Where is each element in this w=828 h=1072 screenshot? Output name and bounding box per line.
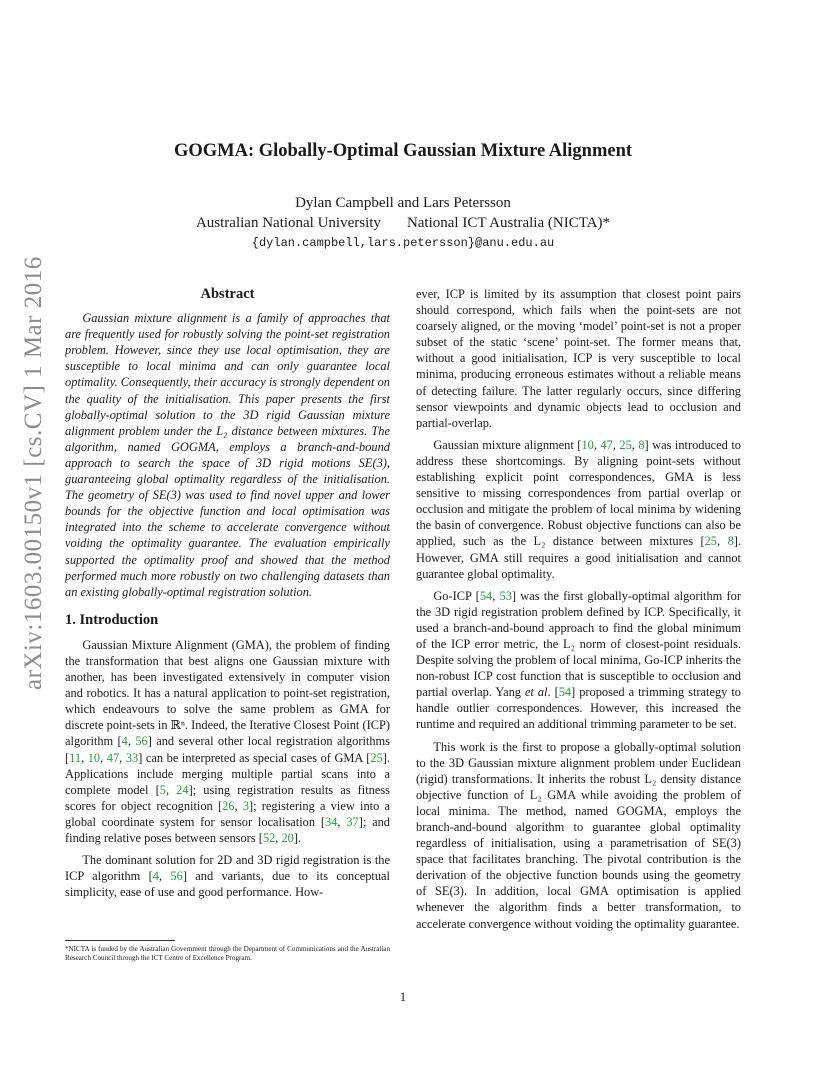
text-run: , <box>234 798 243 813</box>
citation-link[interactable]: 24 <box>176 782 189 797</box>
citation-link[interactable]: 20 <box>281 831 294 845</box>
text-run: The dominant solution for 2D and 3D rigid registration is the ICP algorithm [ <box>65 853 390 884</box>
citation-link[interactable]: 4 <box>152 869 159 884</box>
section-heading-introduction: 1. Introduction <box>65 611 159 628</box>
text-run: ] and variants, due to its conceptual simplicity, ease of use and good performance. How- <box>65 869 390 900</box>
left-column <box>65 286 390 900</box>
citation-link[interactable]: 54 <box>479 588 493 603</box>
text-run: ] was the first globally-optimal algorithm for the 3D rigid registration problem defined by ICP. Specifically, it used a branch-and-bound approach to find the global minimum of the ICP error metric, the L₂ norm of closest-point residuals. Despite solving the problem of local minima, Go-ICP inherits the non-robust ICP cost function that is susceptible to occlusion and partial overlap. Yang <box>416 588 741 700</box>
text-run: ]; using registration results as fitness scores for object recognition [ <box>65 782 390 813</box>
citation-link[interactable]: 3 <box>242 798 250 813</box>
italic-text: et al <box>524 685 548 700</box>
text-run: Go-ICP [ <box>433 588 480 603</box>
text-run: Gaussian Mixture Alignment (GMA), the problem of finding the transformation that best aligns one Gaussian mixture with another, has been investigated extensively in computer vision and robotics. It has a natural application to point-set registration, which endeavours to solve the same problem as GMA for discrete point-sets in ℝⁿ. Indeed, the Iterative Closest Point (ICP) algorithm [ <box>65 637 390 749</box>
citation-link[interactable]: 47 <box>600 437 613 452</box>
citation-link[interactable]: 10 <box>87 750 101 765</box>
abstract-body <box>65 310 390 600</box>
text-run: , <box>158 869 171 884</box>
text-run: , <box>165 782 177 797</box>
text-run: ] can be interpreted as special cases of GMA [ <box>138 750 371 765</box>
text-run: ] was introduced to address these shortcomings. By aligning point-sets without establishing explicit point correspondences, GMA is less sensitive to missing correspondences from partial overlap or occlusion and mitigate the problem of local minima by widening the basin of convergence. Robust objective functions can also be applied, such as the L₂ distance between mixtures [ <box>416 437 741 549</box>
text-run: Gaussian mixture alignment [ <box>433 437 582 452</box>
citation-link[interactable]: 8 <box>727 534 734 549</box>
citation-link[interactable]: 25 <box>704 534 717 549</box>
citation-link[interactable]: 5 <box>159 782 166 797</box>
text-run: ]. <box>293 831 302 845</box>
text-run: , <box>81 750 88 765</box>
citation-link[interactable]: 34 <box>325 814 338 829</box>
left-paragraphs <box>65 637 390 901</box>
citation-link[interactable]: 47 <box>106 750 120 765</box>
text-run: , <box>593 437 601 452</box>
footnote-rule <box>65 940 175 941</box>
paragraph <box>416 437 741 582</box>
text-run: ]. However, GMA still requires a good initialisation and cannot guarantee global optimality. <box>416 534 741 581</box>
citation-link[interactable]: 56 <box>170 869 183 884</box>
text-run: . [ <box>547 685 559 700</box>
author-emails: {dylan.campbell,lars.petersson}@anu.edu.au <box>251 236 555 250</box>
paragraph <box>65 852 390 900</box>
text-run: , <box>492 588 500 603</box>
text-run: , <box>631 437 639 452</box>
citation-link[interactable]: 33 <box>125 750 139 765</box>
text-run: ] proposed a trimming strategy to handle outlier correspondences. However, this increased the runtime and required an additional trimming parameter to be set. <box>416 685 741 732</box>
abstract-heading: Abstract <box>200 286 255 302</box>
citation-link[interactable]: 4 <box>121 734 128 749</box>
right-column <box>416 286 741 932</box>
affiliation-nicta: National ICT Australia (NICTA)* <box>406 215 611 231</box>
citation-link[interactable]: 54 <box>558 685 572 700</box>
footnote: *NICTA is funded by the Australian Government through the Department of Communications and the Australian Research Council through the ICT Centre of Excellence Program. <box>65 945 390 962</box>
text-run: , <box>119 750 126 765</box>
text-run: , <box>717 534 728 549</box>
authors: Dylan Campbell and Lars Petersson <box>295 195 511 211</box>
text-run: ]; registering a view into a global coordinate system for sensor localisation [ <box>65 798 390 829</box>
paragraph <box>65 637 390 846</box>
citation-link[interactable]: 56 <box>135 734 148 749</box>
citation-link[interactable]: 25 <box>619 437 632 452</box>
citation-link[interactable]: 26 <box>222 798 235 813</box>
text-run: ]; and finding relative poses between sensors [ <box>65 814 391 845</box>
page-number: 1 <box>399 990 407 1004</box>
affiliation-anu: Australian National University <box>195 215 381 231</box>
paper-title: GOGMA: Globally-Optimal Gaussian Mixture Alignment <box>173 141 633 161</box>
text-run: ever, ICP is limited by its assumption that closest point pairs should correspond, which fails when the point-sets are not coarsely aligned, or the moving ‘model’ point-set is not a proper subset of the static ‘scene’ point-set. The former means that, without a good initialisation, ICP is very susceptible to local minima, producing erroneous estimates without a reliable means of detecting failure. The latter regularly occurs, since differing sensor viewpoints and dynamic objects lead to occlusion and partial-overlap. <box>416 287 741 430</box>
citation-link[interactable]: 37 <box>346 814 359 829</box>
arxiv-identifier: arXiv:1603.00150v1 [cs.CV] 1 Mar 2016 <box>20 256 47 690</box>
citation-link[interactable]: 52 <box>262 831 276 845</box>
citation-link[interactable]: 11 <box>69 750 82 765</box>
paragraph <box>416 286 741 431</box>
text-run: ]. Applications include merging multiple partial scans into a complete model [ <box>65 750 390 797</box>
paragraph <box>416 588 741 733</box>
citation-link[interactable]: 53 <box>499 588 512 603</box>
text-run: , <box>275 831 282 845</box>
affiliations <box>0 215 806 232</box>
paragraph <box>416 739 741 932</box>
text-run: , <box>127 734 136 749</box>
text-run: Gaussian mixture alignment is a family of approaches that are frequently used for robustly solving the point-set registration problem. However, since they use local optimisation, they are susceptible to local minima and can only guarantee local optimality. Consequently, their accuracy is strongly dependent on the quality of the initialisation. This paper presents the first globally-optimal solution to the 3D rigid Gaussian mixture alignment problem under the L₂ distance between mixtures. The algorithm, named GOGMA, employs a branch-and-bound approach to search the space of 3D rigid motions SE(3), guaranteeing global optimality regardless of the initialisation. The geometry of SE(3) was used to find novel upper and lower bounds for the objective function and local optimisation was integrated into the scheme to accelerate convergence without voiding the optimality guarantee. The evaluation empirically supported the optimality proof and showed that the method performed much more robustly on two challenging datasets than an existing globally-optimal registration solution. <box>65 311 390 599</box>
citation-link[interactable]: 25 <box>370 750 383 765</box>
citation-link[interactable]: 10 <box>581 437 594 452</box>
text-run: , <box>337 814 347 829</box>
text-run: ] and several other local registration algorithms [ <box>65 734 390 765</box>
text-run: , <box>612 437 620 452</box>
text-run: This work is the first to propose a globally-optimal solution to the 3D Gaussian mixture alignment problem under Euclidean (rigid) transformations. It inherits the robust L₂ density distance objective function of L₂ GMA while avoiding the problem of local minima. The method, named GOGMA, employs the branch-and-bound algorithm to guarantee global optimality regardless of initialisation, using a parametrisation of SE(3) space that facilitates branching. The pivotal contribution is the derivation of the objective function bounds using the geometry of SE(3). In addition, local GMA optimisation is applied whenever the algorithm finds a better transformation, to accelerate convergence without voiding the optimality guarantee. <box>416 739 741 931</box>
text-run: , <box>100 750 107 765</box>
citation-link[interactable]: 8 <box>638 437 645 452</box>
